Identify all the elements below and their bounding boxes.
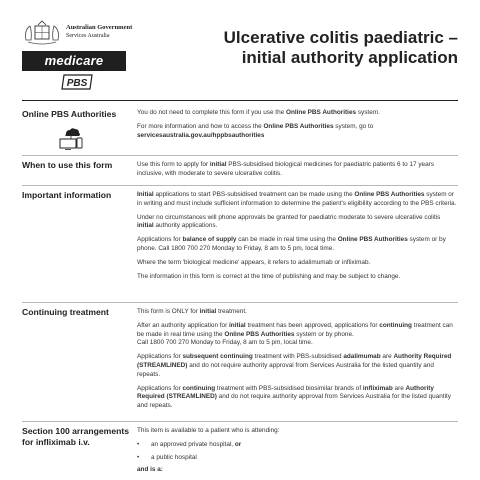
text-span: and do not require authority approval from Services Australia for the listed quantity and repeats.: [137, 361, 434, 378]
list-item: [137, 454, 457, 463]
text-span: Applications for: [137, 384, 183, 392]
pbs-logo-text: PBS: [66, 78, 88, 89]
text-span: system or in writing and must include sufficient information to determine the patient's eligibility according to the PBS criteria.: [137, 191, 457, 207]
coat-of-arms-icon: [22, 20, 62, 46]
section-100-and-is-a: [137, 466, 457, 475]
bold-span: initial: [209, 161, 227, 168]
bold-span: adalimumab: [343, 353, 381, 361]
text-span: This form is ONLY for: [137, 308, 200, 315]
section-divider: [22, 155, 458, 156]
text-span: For more information and how to access the: [137, 122, 264, 130]
form-title-line2: initial authority application: [241, 48, 458, 67]
text-span: After an authority application for: [137, 321, 230, 329]
bold-span: balance of supply: [182, 236, 237, 244]
header-rule: [22, 100, 458, 101]
text-span: system or by phone.: [294, 330, 354, 338]
list-item-text: [151, 441, 241, 450]
text-span: Applications for: [137, 353, 183, 361]
bold-span: initial: [199, 308, 217, 315]
form-title: [158, 28, 458, 68]
text-span: treatment with PBS-subsidised biosimilar brands of: [215, 384, 363, 392]
important-info-p2: [137, 214, 457, 232]
section-100-label-line1: Section 100 arrangements: [22, 426, 129, 436]
bold-span: Authority Required (STREAMLINED): [137, 353, 452, 369]
continuing-treatment-label: Continuing treatment: [22, 307, 109, 317]
medicare-logo: medicare: [22, 51, 126, 71]
agency-name: Services Australia: [66, 33, 110, 39]
section-divider: [22, 421, 458, 422]
continuing-p2: [137, 322, 457, 348]
bold-span: Online PBS Authorities: [263, 122, 334, 130]
important-info-p5: The information in this form is correct at the time of publishing and may be subject to change.: [137, 272, 401, 280]
continuing-treatment-content: [137, 308, 457, 416]
important-info-content: [137, 191, 457, 286]
text-span: system or by phone. Call 1800 700 270 Monday to Friday, 8 am to 5 pm, local time.: [137, 236, 446, 252]
bold-span: initial: [229, 321, 246, 329]
text-span: treatment.: [216, 308, 247, 315]
text-span: and do not require authority approval from Services Australia for the listed quantity and repeats.: [137, 393, 451, 410]
bold-span: Online PBS Authorities: [285, 109, 357, 116]
bold-span: Initial: [137, 191, 154, 198]
bullet-icon: •: [137, 440, 140, 448]
important-info-p4: Where the term 'biological medicine' appears, it refers to adalimumab or infliximab.: [137, 258, 371, 266]
online-pbs-p1: [137, 109, 457, 118]
bold-span: Online PBS Authorities: [224, 330, 295, 338]
when-to-use-content: [137, 161, 457, 184]
text-span: an approved private hospital,: [151, 440, 235, 448]
bold-span: subsequent continuing: [182, 353, 253, 361]
bold-span: Authority Required (STREAMLINED): [137, 384, 434, 401]
online-pbs-label: Online PBS Authorities: [22, 109, 117, 119]
list-item: [137, 441, 457, 450]
form-title-line1: Ulcerative colitis paediatric –: [223, 28, 458, 47]
pbs-logo: [61, 74, 93, 90]
bold-span: Online PBS Authorities: [337, 236, 408, 244]
continuing-p4: [137, 385, 457, 411]
section-100-label: [22, 426, 134, 448]
text-span: Call 1800 700 270 Monday to Friday, 8 am to 5 pm, local time.: [137, 339, 313, 347]
text-span: applications to start PBS-subsidised treatment can be made using the: [153, 191, 355, 198]
online-pbs-content: [137, 109, 457, 145]
bullet-icon: •: [137, 453, 140, 461]
bold-span: Online PBS Authorities: [354, 191, 425, 198]
computer-cloud-icon: [58, 125, 84, 151]
continuing-p1: [137, 308, 457, 317]
section-100-p1: This item is available to a patient who is attending:: [137, 427, 280, 434]
section-100-content: [137, 427, 457, 480]
list-item-text: a public hospital: [151, 453, 197, 461]
text-span: Under no circumstances will phone approvals be granted for paediatric moderate to severe ulcerative colitis: [137, 213, 441, 221]
text-span: PBS-subsidised biological medicines for paediatric patients 6 to 17 years inclusive, with moderate to severe ulcerative colitis.: [137, 161, 434, 177]
continuing-p3: [137, 353, 457, 379]
important-info-p3: [137, 236, 457, 254]
services-link[interactable]: servicesaustralia.gov.au/hppbsauthorities: [137, 131, 265, 139]
bold-span: continuing: [379, 321, 412, 329]
online-pbs-p2: [137, 123, 457, 141]
text-span: are: [392, 384, 406, 392]
bold-span: continuing: [182, 384, 216, 392]
text-span: treatment can be made in real time using the: [137, 321, 453, 338]
section-divider: [22, 302, 458, 303]
text-span: system.: [356, 109, 380, 116]
important-info-label: Important information: [22, 190, 112, 200]
bold-span: infliximab: [362, 384, 393, 392]
when-to-use-label: When to use this form: [22, 160, 113, 170]
text-span: authority applications.: [153, 222, 218, 230]
text-span: system, go to: [333, 122, 374, 130]
when-to-use-p1: [137, 161, 457, 179]
text-span: treatment has been approved, applications for: [245, 321, 380, 329]
text-span: Applications for: [137, 236, 183, 244]
bold-span: and is a:: [137, 466, 163, 474]
text-span: can be made in real time using the: [236, 236, 338, 244]
section-100-label-line2: for infliximab i.v.: [22, 437, 90, 447]
bold-span: or: [234, 440, 242, 448]
text-span: You do not need to complete this form if you use the: [137, 109, 286, 116]
text-span: Use this form to apply for: [137, 161, 210, 168]
text-span: treatment with PBS-subsidised: [252, 353, 344, 361]
important-info-p1: [137, 191, 457, 209]
section-divider: [22, 185, 458, 186]
government-name: Australian Government: [66, 24, 133, 31]
text-span: are: [380, 353, 394, 361]
bold-span: initial: [137, 222, 154, 230]
